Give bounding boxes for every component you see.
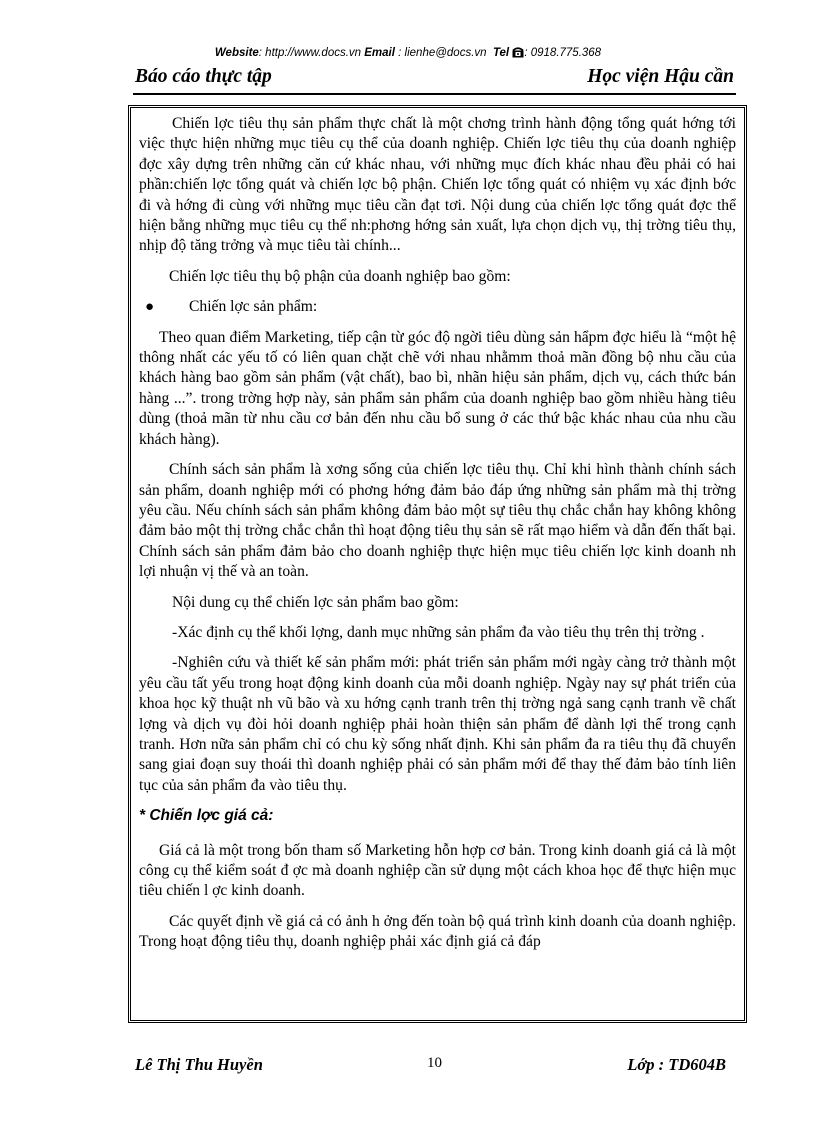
page-number: 10 (427, 1055, 442, 1071)
footer-author: Lê Thị Thu Huyền (135, 1055, 263, 1074)
header-rule (133, 93, 736, 95)
phone-icon (512, 47, 524, 61)
email-label: Email (364, 47, 395, 59)
footer-class: Lớp : TD604B (627, 1055, 726, 1074)
bullet-product-strategy-label: Chiến lợc sản phẩm: (189, 298, 318, 316)
contact-bar (0, 47, 816, 61)
website-label: Website (214, 47, 259, 59)
tel-value: : 0918.775.368 (524, 47, 602, 59)
paragraph-price-decisions: Các quyết định về giá cả có ảnh h ởng đến toàn bộ quá trình kinh doanh của doanh nghiệp. Trong hoạt động tiêu thụ, doanh nghiệp phải xác định giá cả đáp (139, 912, 736, 951)
paragraph-strategy-overview: Chiến lợc tiêu thụ sản phẩm thực chất là một chơng trình hành động tổng quát hớng tới việc thực hiện những mục tiêu cụ thể của doanh nghiệp. Chiến lợc tiêu thụ của doanh nghiệp đợc xây dựng trên những căn cứ khác nhau, với những mục đích khác nhau đều phải có hai phần:chiến lợc tổng quát và chiến lợc bộ phận. Chiến lợc tổng quát có nhiệm vụ xác định bớc đi và hớng đi cùng với những mục tiêu cần đạt tơi. Nội dung của chiến lợc tổng quát đợc thể hiện bằng những mục tiêu cụ thể nh:phơng hớng sản xuất, lựa chọn dịch vụ, thị trờng tiêu thụ, nhịp độ tăng trởng và mục tiêu tài chính... (139, 115, 736, 255)
bullet-product-strategy (139, 297, 736, 317)
document-body (131, 108, 744, 953)
email-value[interactable]: : lienhe@docs.vn (394, 47, 487, 59)
paragraph-product-policy: Chính sách sản phẩm là xơng sống của chiến lợc tiêu thụ. Chỉ khi hình thành chính sách sản phẩm, doanh nghiệp mới có phơng hớng đảm bảo đáp ứng những sản phẩm mà thị trờng yêu cầu. Nếu chính sách sản phẩm không đảm bảo một sự tiêu thụ chắc chắn hay không không đảm bảo một thị trờng chắc chắn thì hoạt động tiêu thụ sản sẽ rất mạo hiểm và dẫn đến thất bại. Chính sách sản phẩm đảm bảo cho doanh nghiệp thực hiện mục tiêu chiến lợc kinh doanh nh lợi nhuận vị thế và an toàn. (139, 461, 736, 581)
paragraph-product-content: Nội dung cụ thể chiến lợc sản phẩm bao gồm: (172, 593, 459, 611)
report-title: Báo cáo thực tập (135, 66, 272, 87)
website-value[interactable]: : http://www.docs.vn (258, 47, 362, 59)
content-frame (128, 105, 747, 1023)
paragraph-new-product: -Nghiên cứu và thiết kế sản phẩm mới: phát triển sản phẩm mới ngày càng trở thành một yêu cầu tất yếu trong hoạt động kinh doanh của mỗi doanh nghiệp. Ngày nay sự phát triển của khoa học kỹ thuật nh vũ bão và xu hớng cạnh tranh trên thị trờng ngả sang cạnh tranh về chất lợng và dịch vụ đòi hỏi doanh nghiệp phải hoàn thiện sản phẩm để dành lợi thế trong cạnh tranh. Hơn nữa sản phẩm chỉ có chu kỳ sống nhất định. Khi sản phẩm đa ra tiêu thụ đã chuyển sang giai đoạn suy thoái thì doanh nghiệp phải có sản phẩm mới để thay thế đảm bảo tính liên tục của sản phẩm đa vào tiêu thụ. (139, 654, 736, 794)
bullet-icon: ● (145, 299, 155, 316)
paragraph-component-intro: Chiến lợc tiêu thụ bộ phận của doanh nghiệp bao gồm: (169, 267, 511, 285)
paragraph-volume: -Xác định cụ thể khối lợng, danh mục những sản phẩm đa vào tiêu thụ trên thị trờng . (172, 623, 705, 641)
heading-price-strategy: * Chiến lợc giá cả: (139, 807, 274, 825)
paragraph-marketing-view: Theo quan điểm Marketing, tiếp cận từ góc độ ngời tiêu dùng sản hẩpm đợc hiểu là “một hệ thông nhất các yếu tố có liên quan chặt chẽ với nhau nhằmm thoả mãn đồng bộ nhu cầu của khách hàng bao gồm sản phẩm (vật chất), bao bì, nhãn hiệu sản phẩm, dịch vụ, cách thức bán hàng ...”. trong trờng hợp này, sản phẩm sản phẩm của doanh nghiệp bao gồm nhiều hàng tiêu dùng (thoả mãn từ nhu cầu cơ bản đến nhu cầu bổ sung ở các thứ bậc khác nhau của nhu cầu khách hàng). (139, 328, 736, 448)
tel-label: Tel (492, 47, 510, 59)
institution-title: Học viện Hậu cần (587, 66, 734, 87)
paragraph-price-role: Giá cả là một trong bốn tham số Marketing hỗn hợp cơ bản. Trong kinh doanh giá cả là một công cụ thể kiểm soát đ ợc mà doanh nghiệp cần sử dụng một cách khoa học để thực hiện mục tiêu chiến l ợc kinh doanh. (139, 841, 736, 900)
